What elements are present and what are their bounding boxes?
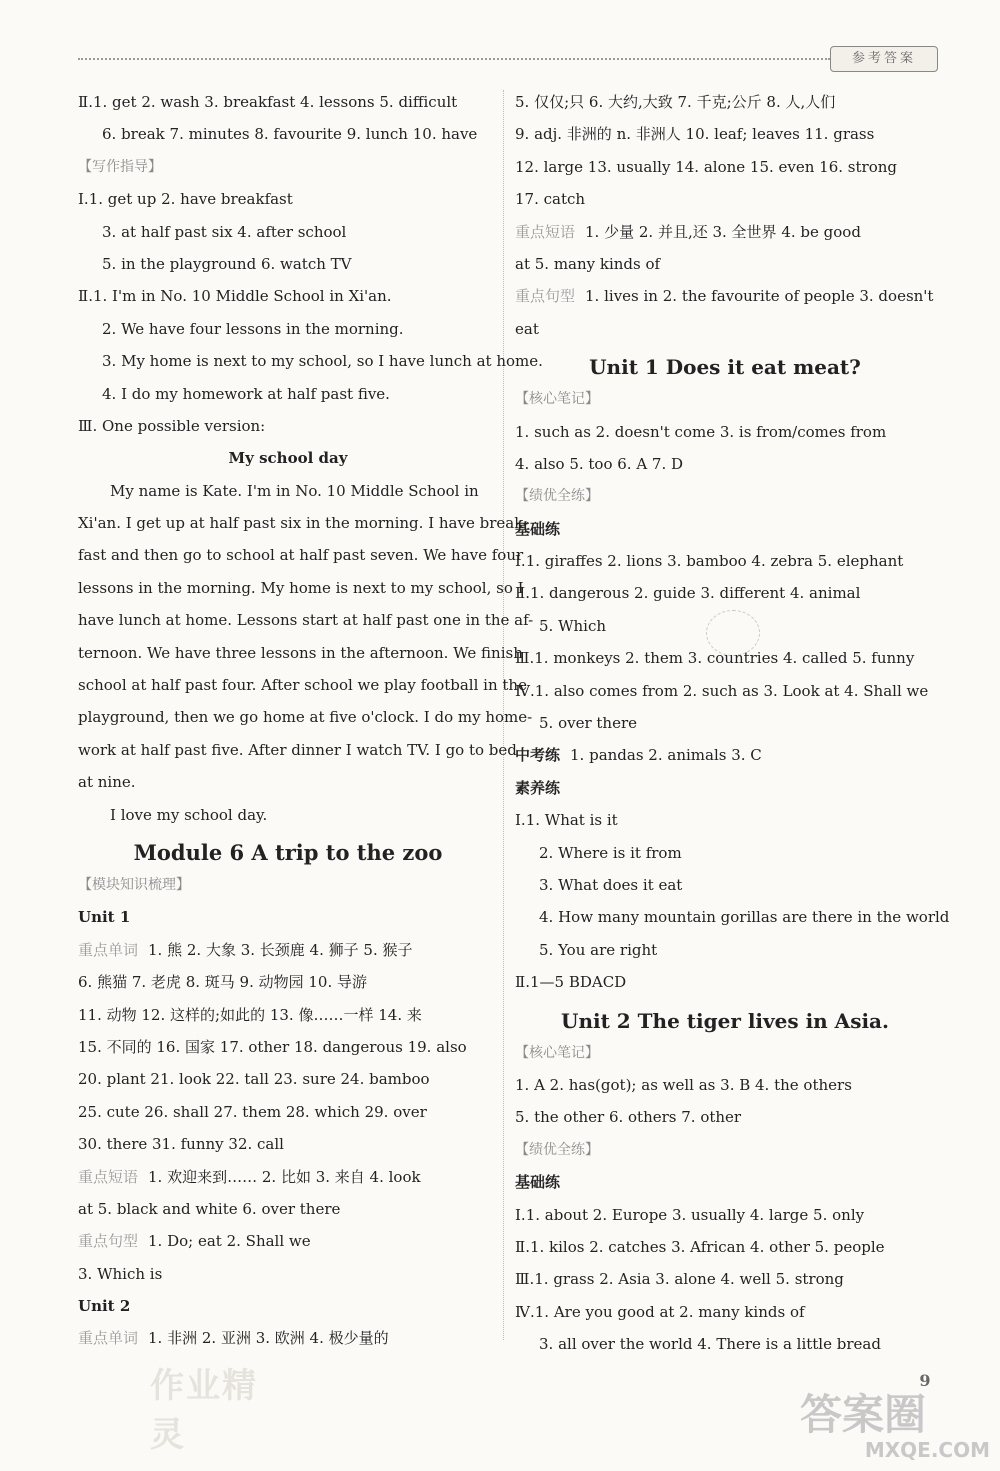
unit-subheading: Unit 2 (78, 1297, 131, 1316)
answer-line: Ⅳ.1. Are you good at 2. many kinds of (515, 1302, 805, 1321)
answer-line: 重点短语 1. 欢迎来到…… 2. 比如 3. 来自 4. look (78, 1167, 421, 1186)
answer-line: 11. 动物 12. 这样的;如此的 13. 像……一样 14. 来 (78, 1005, 422, 1024)
tag-key-words: 重点单词 (78, 940, 139, 959)
tag-key-phrases: 重点短语 (78, 1167, 139, 1186)
practice-level-literacy: 素养练 (515, 778, 561, 797)
practice-level-exam: 中考练 (515, 746, 561, 765)
answer-line: 5. Which (539, 616, 607, 635)
answer-line: Ⅲ.1. grass 2. Asia 3. alone 4. well 5. strong (515, 1270, 844, 1289)
answer-line: 1. A 2. has(got); as well as 3. B 4. the others (515, 1075, 852, 1094)
answer-line: 2. We have four lessons in the morning. (102, 319, 404, 338)
answer-line: 25. cute 26. shall 27. them 28. which 29. over (78, 1102, 427, 1121)
answer-line: Ⅲ. One possible version: (78, 416, 266, 435)
answer-line: 重点短语 1. 少量 2. 并且,还 3. 全世界 4. be good (515, 222, 861, 241)
answer-line: 5. 仅仅;只 6. 大约,大致 7. 千克;公斤 8. 人,人们 (515, 93, 836, 111)
essay-line: at nine. (78, 773, 136, 792)
answer-line: 3. My home is next to my school, so I have lunch at home. (102, 352, 543, 371)
essay-line: playground, then we go home at five o'clock. I do my home- (78, 708, 533, 727)
section-label-review: 【模块知识梳理】 (78, 876, 190, 893)
essay-line: lessons in the morning. My home is next to my school, so I (78, 578, 524, 597)
answer-line: Ⅰ.1. What is it (515, 811, 618, 830)
section-label-practice: 【绩优全练】 (515, 488, 599, 505)
unit-title: Unit 2 The tiger lives in Asia. (561, 1008, 889, 1033)
answer-line: 17. catch (515, 190, 586, 209)
answer-line: Ⅲ.1. monkeys 2. them 3. countries 4. called 5. funny (515, 649, 915, 668)
essay-line: Xi'an. I get up at half past six in the morning. I have break- (78, 514, 529, 533)
answer-line: Ⅱ.1. kilos 2. catches 3. African 4. other 5. people (515, 1237, 885, 1256)
answer-line: 5. in the playground 6. watch TV (102, 254, 352, 273)
answer-line: 6. 熊猫 7. 老虎 8. 斑马 9. 动物园 10. 导游 (78, 973, 368, 992)
essay-line: I love my school day. (110, 805, 268, 824)
section-label-notes: 【核心笔记】 (515, 1044, 599, 1061)
answer-line: 4. also 5. too 6. A 7. D (515, 454, 684, 473)
answer-line: 6. break 7. minutes 8. favourite 9. lunch 10. have (102, 125, 478, 144)
answer-line: eat (515, 319, 539, 338)
watermark-right-url: MXQE.COM (864, 1438, 990, 1462)
answer-line: 重点句型 1. Do; eat 2. Shall we (78, 1232, 311, 1251)
answer-line: 3. all over the world 4. There is a little bread (539, 1335, 881, 1354)
essay-line: work at half past five. After dinner I watch TV. I go to bed (78, 740, 517, 759)
watermark-right (800, 1392, 990, 1467)
answer-line: Ⅳ.1. also comes from 2. such as 3. Look at 4. Shall we (515, 681, 929, 700)
answer-line: 3. What does it eat (539, 875, 683, 894)
practice-level-basic: 基础练 (515, 519, 561, 538)
page-number: 9 (919, 1371, 931, 1390)
essay-title: My school day (228, 449, 348, 468)
essay-line: school at half past four. After school we play football in the (78, 676, 527, 695)
answer-line: 重点单词 1. 熊 2. 大象 3. 长颈鹿 4. 狮子 5. 猴子 (78, 940, 413, 959)
answer-line: 5. You are right (539, 940, 658, 959)
watermark-right-main: 答案圈 (800, 1390, 927, 1439)
answer-line: 5. over there (539, 714, 638, 733)
unit-title: Unit 1 Does it eat meat? (589, 355, 861, 380)
answer-line: Ⅰ.1. about 2. Europe 3. usually 4. large 5. only (515, 1205, 865, 1224)
answer-line: Ⅱ.1—5 BDACD (515, 973, 627, 992)
answer-line: 重点句型 1. lives in 2. the favourite of people 3. doesn't (515, 287, 934, 306)
answer-line: Ⅱ.1. I'm in No. 10 Middle School in Xi'an. (78, 287, 392, 306)
stamp-mark (706, 610, 760, 656)
answer-line: 20. plant 21. look 22. tall 23. sure 24. bamboo (78, 1070, 430, 1089)
answer-line: Ⅰ.1. giraffes 2. lions 3. bamboo 4. zebra 5. elephant (515, 552, 904, 571)
module-title: Module 6 A trip to the zoo (133, 839, 443, 865)
tag-key-words: 重点单词 (78, 1329, 139, 1348)
answer-line: 12. large 13. usually 14. alone 15. even 16. strong (515, 157, 897, 176)
answer-line: 9. adj. 非洲的 n. 非洲人 10. leaf; leaves 11. grass (515, 125, 875, 144)
tag-key-phrases: 重点短语 (515, 222, 576, 241)
section-label-practice: 【绩优全练】 (515, 1141, 599, 1158)
answer-line: Ⅱ.1. dangerous 2. guide 3. different 4. animal (515, 584, 861, 603)
answer-line: 4. How many mountain gorillas are there in the world (539, 908, 950, 927)
essay-line: My name is Kate. I'm in No. 10 Middle School in (110, 481, 479, 500)
answer-line: 1. pandas 2. animals 3. C (570, 746, 762, 765)
answer-line: 2. Where is it from (539, 843, 682, 862)
answer-line: at 5. black and white 6. over there (78, 1199, 341, 1218)
practice-level-basic: 基础练 (515, 1173, 561, 1192)
tag-key-sentences: 重点句型 (78, 1232, 139, 1251)
tag-key-sentences: 重点句型 (515, 287, 576, 306)
essay-line: have lunch at home. Lessons start at half past one in the af- (78, 611, 534, 630)
header-label: 参考答案 (830, 46, 938, 72)
answer-line: Ⅱ.1. get 2. wash 3. breakfast 4. lessons 5. difficult (78, 93, 458, 111)
right-column (515, 88, 950, 1362)
answer-line: at 5. many kinds of (515, 254, 661, 273)
essay-line: ternoon. We have three lessons in the afternoon. We finish (78, 643, 523, 662)
header-dotted-rule (78, 58, 830, 60)
section-label-notes: 【核心笔记】 (515, 391, 599, 408)
answer-line: 重点单词 1. 非洲 2. 亚洲 3. 欧洲 4. 极少量的 (78, 1329, 389, 1348)
essay-line: fast and then go to school at half past seven. We have four (78, 546, 524, 565)
answer-line: Ⅰ.1. get up 2. have breakfast (78, 190, 293, 209)
answer-line: 30. there 31. funny 32. call (78, 1135, 284, 1154)
answer-line: 5. the other 6. others 7. other (515, 1108, 742, 1127)
answer-line: 1. such as 2. doesn't come 3. is from/comes from (515, 422, 887, 441)
answer-line: 3. Which is (78, 1264, 163, 1283)
answer-line: 4. I do my homework at half past five. (102, 384, 390, 403)
answer-line: 15. 不同的 16. 国家 17. other 18. dangerous 19. also (78, 1037, 467, 1056)
answer-line: 3. at half past six 4. after school (102, 222, 347, 241)
section-label-writing: 【写作指导】 (78, 158, 162, 175)
watermark-left: 作业精灵 (150, 1366, 258, 1455)
unit-subheading: Unit 1 (78, 908, 131, 927)
